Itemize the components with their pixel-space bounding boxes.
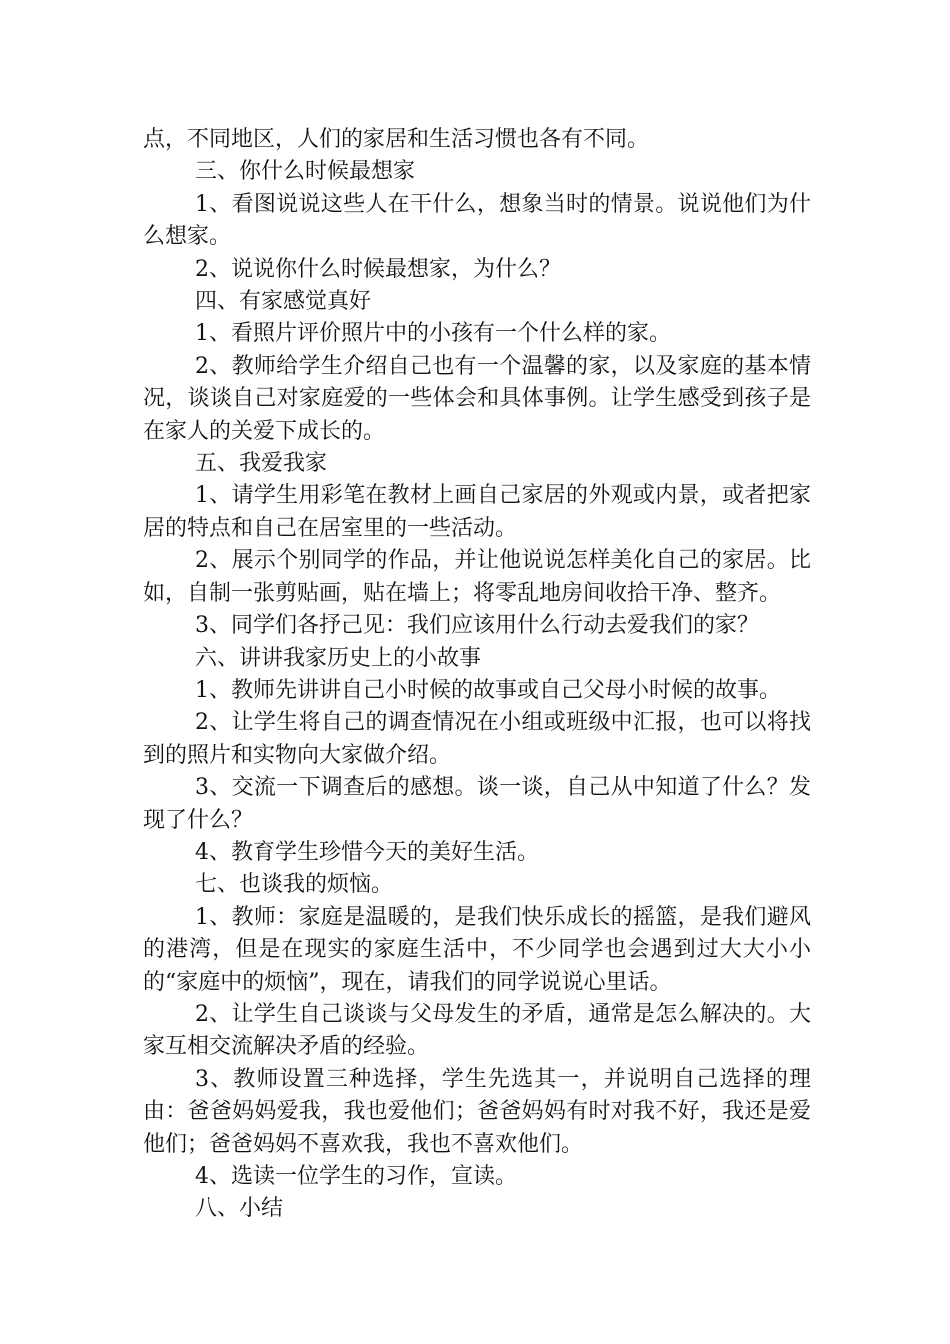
section-heading-5: 五、我爱我家 — [195, 451, 328, 477]
section-heading-7: 七、也谈我的烦恼。 — [195, 872, 394, 898]
paragraph: 2、展示个别同学的作品，并让他说说怎样美化自己的家居。比如，自制一张剪贴画，贴在墙上；将零乱地房间收拾干净、整齐。 — [143, 548, 811, 606]
paragraph-continuation: 点，不同地区，人们的家居和生活习惯也各有不同。 — [143, 127, 650, 152]
paragraph: 2、让学生将自己的调查情况在小组或班级中汇报，也可以将找到的照片和实物向大家做介绍。 — [143, 710, 811, 768]
paragraph: 1、看照片评价照片中的小孩有一个什么样的家。 — [195, 321, 671, 347]
section-heading-6: 六、讲讲我家历史上的小故事 — [195, 645, 482, 671]
paragraph: 2、让学生自己谈谈与父母发生的矛盾，通常是怎么解决的。大家互相交流解决矛盾的经验。 — [143, 1001, 811, 1060]
paragraph: 1、教师先讲讲自己小时候的故事或自己父母小时候的故事。 — [195, 677, 781, 703]
paragraph: 3、同学们各抒己见：我们应该用什么行动去爱我们的家？ — [195, 613, 759, 639]
paragraph: 2、说说你什么时候最想家，为什么？ — [195, 256, 561, 282]
paragraph: 1、请学生用彩笔在教材上画自己家居的外观或内景，或者把家居的特点和自己在居室里的一些活动。 — [143, 483, 811, 541]
document-body — [143, 124, 811, 1226]
paragraph: 4、选读一位学生的习作，宣读。 — [195, 1164, 517, 1189]
section-heading-3: 三、你什么时候最想家 — [195, 159, 416, 185]
paragraph: 1、看图说说这些人在干什么，想象当时的情景。说说他们为什么想家。 — [143, 191, 811, 250]
paragraph: 1、教师：家庭是温暖的，是我们快乐成长的摇篮，是我们避风的港湾，但是在现实的家庭生活中，不少同学也会遇到过大大小小的“家庭中的烦恼”，现在，请我们的同学说说心里话。 — [143, 904, 811, 995]
section-heading-8: 八、小结 — [195, 1196, 284, 1222]
paragraph: 3、交流一下调查后的感想。谈一谈，自己从中知道了什么？发现了什么？ — [143, 775, 811, 833]
paragraph: 4、教育学生珍惜今天的美好生活。 — [195, 839, 539, 865]
section-heading-4: 四、有家感觉真好 — [195, 289, 372, 315]
paragraph: 2、教师给学生介绍自己也有一个温馨的家，以及家庭的基本情况，谈谈自己对家庭爱的一些体会和具体事例。让学生感受到孩子是在家人的关爱下成长的。 — [143, 353, 811, 444]
paragraph: 3、教师设置三种选择，学生先选其一，并说明自己选择的理由：爸爸妈妈爱我，我也爱他们；爸爸妈妈有时对我不好，我还是爱他们；爸爸妈妈不喜欢我，我也不喜欢他们。 — [143, 1066, 811, 1157]
